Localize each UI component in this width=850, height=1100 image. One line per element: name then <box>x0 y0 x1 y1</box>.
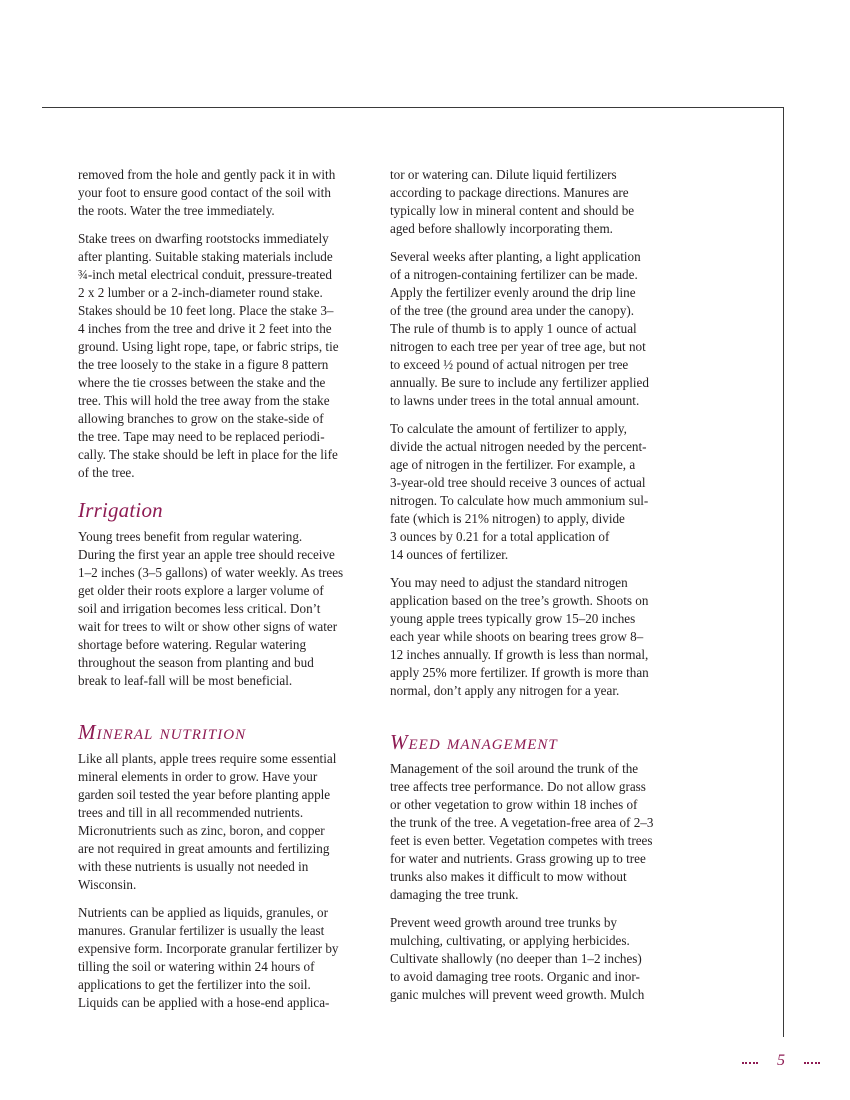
text-line: age of nitrogen in the fertilizer. For example, a <box>390 457 636 472</box>
section-heading-weed-management: Weed management <box>390 730 558 754</box>
text-line: tree. This will hold the tree away from the stake <box>78 393 330 408</box>
text-line: trees and till in all recommended nutrients. <box>78 805 304 820</box>
text-line: mulching, cultivating, or applying herbicides. <box>390 933 630 948</box>
text-line: removed from the hole and gently pack it in with <box>78 167 336 182</box>
text-line: nitrogen to each tree per year of tree age, but not <box>390 339 646 354</box>
text-line: expensive form. Incorporate granular fertilizer by <box>78 941 339 956</box>
text-line: wait for trees to wilt or show other signs of water <box>78 619 338 634</box>
text-line: for water and nutrients. Grass growing up to tree <box>390 851 646 866</box>
text-line: mineral elements in order to grow. Have your <box>78 769 318 784</box>
text-line: application based on the tree’s growth. Shoots on <box>390 593 649 608</box>
paragraph <box>390 760 682 904</box>
page-footer <box>740 1052 830 1072</box>
text-line: annually. Be sure to include any fertilizer applied <box>390 375 649 390</box>
right-column <box>390 166 682 1014</box>
text-line: the roots. Water the tree immediately. <box>78 203 275 218</box>
paragraph <box>78 166 370 220</box>
paragraph <box>390 914 682 1004</box>
text-line: nitrogen. To calculate how much ammonium sul- <box>390 493 649 508</box>
text-line: The rule of thumb is to apply 1 ounce of actual <box>390 321 637 336</box>
section-heading-irrigation: Irrigation <box>78 498 163 522</box>
text-line: Nutrients can be applied as liquids, granules, or <box>78 905 328 920</box>
text-line: ganic mulches will prevent weed growth. Mulch <box>390 987 645 1002</box>
text-line: of a nitrogen-containing fertilizer can be made. <box>390 267 638 282</box>
text-line: normal, don’t apply any nitrogen for a year. <box>390 683 620 698</box>
paragraph <box>390 166 682 238</box>
text-line: young apple trees typically grow 15–20 inches <box>390 611 636 626</box>
paragraph <box>78 528 370 690</box>
footer-dots-left <box>742 1062 758 1064</box>
text-line: During the first year an apple tree should receive <box>78 547 335 562</box>
text-line: Micronutrients such as zinc, boron, and copper <box>78 823 325 838</box>
text-line: where the tie crosses between the stake and the <box>78 375 326 390</box>
text-line: ¾-inch metal electrical conduit, pressure-treated <box>78 267 332 282</box>
paragraph <box>390 248 682 410</box>
text-line: trunks also makes it difficult to mow without <box>390 869 627 884</box>
text-line: Management of the soil around the trunk of the <box>390 761 639 776</box>
text-line: aged before shallowly incorporating them. <box>390 221 613 236</box>
text-line: Young trees benefit from regular watering. <box>78 529 303 544</box>
text-line: garden soil tested the year before planting apple <box>78 787 331 802</box>
text-line: break to leaf-fall will be most beneficial. <box>78 673 293 688</box>
text-line: after planting. Suitable staking materials include <box>78 249 333 264</box>
text-line: tree affects tree performance. Do not allow grass <box>390 779 646 794</box>
text-line: 4 inches from the tree and drive it 2 feet into the <box>78 321 332 336</box>
text-line: apply 25% more fertilizer. If growth is more than <box>390 665 649 680</box>
text-line: to avoid damaging tree roots. Organic and inor- <box>390 969 640 984</box>
text-line: 2 x 2 lumber or a 2-inch-diameter round stake. <box>78 285 323 300</box>
text-line: with these nutrients is usually not needed in <box>78 859 309 874</box>
text-line: Several weeks after planting, a light application <box>390 249 641 264</box>
text-line: tilling the soil or watering within 24 hours of <box>78 959 315 974</box>
text-line: throughout the season from planting and bud <box>78 655 314 670</box>
right-border-rule <box>783 107 784 1037</box>
text-line: 1–2 inches (3–5 gallons) of water weekly. As trees <box>78 565 344 580</box>
text-line: typically low in mineral content and should be <box>390 203 635 218</box>
text-line: of the tree (the ground area under the canopy). <box>390 303 635 318</box>
text-line: damaging the tree trunk. <box>390 887 519 902</box>
text-line: divide the actual nitrogen needed by the percent- <box>390 439 647 454</box>
text-line: Liquids can be applied with a hose-end applica- <box>78 995 330 1010</box>
paragraph <box>78 904 370 1012</box>
text-line: tor or watering can. Dilute liquid fertilizers <box>390 167 617 182</box>
text-line: your foot to ensure good contact of the soil with <box>78 185 331 200</box>
paragraph <box>390 574 682 700</box>
text-line: You may need to adjust the standard nitrogen <box>390 575 628 590</box>
text-line: are not required in great amounts and fertilizing <box>78 841 330 856</box>
page-number: 5 <box>777 1052 785 1069</box>
text-line: Cultivate shallowly (no deeper than 1–2 inches) <box>390 951 642 966</box>
text-line: Stakes should be 10 feet long. Place the stake 3– <box>78 303 334 318</box>
text-line: 12 inches annually. If growth is less than normal, <box>390 647 649 662</box>
text-line: cally. The stake should be left in place for the life <box>78 447 338 462</box>
text-line: Apply the fertilizer evenly around the drip line <box>390 285 636 300</box>
section-heading-mineral-nutrition: Mineral nutrition <box>78 720 247 744</box>
text-line: shortage before watering. Regular watering <box>78 637 307 652</box>
text-line: to exceed ½ pound of actual nitrogen per tree <box>390 357 629 372</box>
text-line: the tree loosely to the stake in a figure 8 pattern <box>78 357 329 372</box>
text-line: or other vegetation to grow within 18 inches of <box>390 797 638 812</box>
text-line: 3-year-old tree should receive 3 ounces of actual <box>390 475 646 490</box>
footer-dots-right <box>804 1062 820 1064</box>
text-line: allowing branches to grow on the stake-side of <box>78 411 324 426</box>
text-line: to lawns under trees in the total annual amount. <box>390 393 640 408</box>
text-line: Stake trees on dwarfing rootstocks immediately <box>78 231 329 246</box>
text-line: 14 ounces of fertilizer. <box>390 547 509 562</box>
paragraph <box>390 420 682 564</box>
text-line: Like all plants, apple trees require some essential <box>78 751 337 766</box>
text-line: of the tree. <box>78 465 135 480</box>
text-line: the tree. Tape may need to be replaced periodi- <box>78 429 325 444</box>
text-line: the trunk of the tree. A vegetation-free area of 2–3 <box>390 815 654 830</box>
text-line: get older their roots explore a larger volume of <box>78 583 324 598</box>
left-column <box>78 166 370 1022</box>
text-line: To calculate the amount of fertilizer to apply, <box>390 421 627 436</box>
text-line: soil and irrigation becomes less critical. Don’t <box>78 601 321 616</box>
text-line: Prevent weed growth around tree trunks by <box>390 915 617 930</box>
top-border-rule <box>42 107 784 108</box>
text-line: Wisconsin. <box>78 877 137 892</box>
text-line: each year while shoots on bearing trees grow 8– <box>390 629 644 644</box>
text-line: according to package directions. Manures are <box>390 185 629 200</box>
paragraph <box>78 230 370 482</box>
text-line: ground. Using light rope, tape, or fabric strips, tie <box>78 339 339 354</box>
text-line: 3 ounces by 0.21 for a total application of <box>390 529 610 544</box>
text-line: feet is even better. Vegetation competes with trees <box>390 833 653 848</box>
text-line: manures. Granular fertilizer is usually the least <box>78 923 325 938</box>
text-line: applications to get the fertilizer into the soil. <box>78 977 311 992</box>
paragraph <box>78 750 370 894</box>
text-line: fate (which is 21% nitrogen) to apply, divide <box>390 511 625 526</box>
